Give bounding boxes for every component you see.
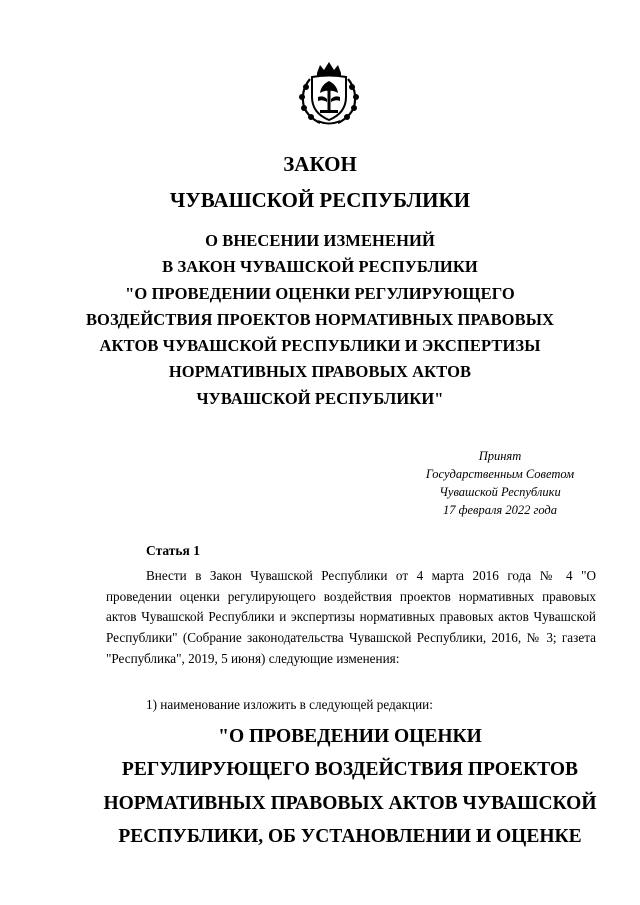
new-name-line: РЕСПУБЛИКИ, ОБ УСТАНОВЛЕНИИ И ОЦЕНКЕ [118, 825, 582, 847]
subject-line: "О ПРОВЕДЕНИИ ОЦЕНКИ РЕГУЛИРУЮЩЕГО [125, 283, 515, 303]
law-title [40, 146, 600, 218]
adoption-date: 17 февраля 2022 года [442, 503, 558, 517]
adoption-line: Государственным Советом [425, 467, 575, 481]
republic-name: ЧУВАШСКОЙ РЕСПУБЛИКИ [169, 188, 471, 212]
subject-line: ВОЗДЕЙСТВИЯ ПРОЕКТОВ НОРМАТИВНЫХ ПРАВОВЫХ [85, 309, 555, 329]
new-law-name [100, 720, 600, 853]
subject-line: НОРМАТИВНЫХ ПРАВОВЫХ АКТОВ [168, 362, 472, 382]
subject-line: ЧУВАШСКОЙ РЕСПУБЛИКИ" [196, 388, 444, 408]
adoption-line: Принят [478, 449, 522, 463]
article-heading: Статья 1 [146, 543, 200, 558]
adoption-line: Чувашской Республики [439, 485, 561, 499]
article-item-1: 1) наименование изложить в следующей редакции: [146, 697, 433, 712]
adoption-note [400, 447, 600, 519]
subject-line: В ЗАКОН ЧУВАШСКОЙ РЕСПУБЛИКИ [162, 257, 478, 277]
new-name-line: "О ПРОВЕДЕНИИ ОЦЕНКИ [218, 726, 482, 747]
new-name-line: РЕГУЛИРУЮЩЕГО ВОЗДЕЙСТВИЯ ПРОЕКТОВ [121, 759, 579, 781]
subject-line: О ВНЕСЕНИИ ИЗМЕНЕНИЙ [205, 231, 435, 250]
new-name-line: НОРМАТИВНЫХ ПРАВОВЫХ АКТОВ ЧУВАШСКОЙ [103, 792, 597, 814]
law-label: ЗАКОН [283, 152, 357, 176]
law-subject [40, 228, 600, 412]
subject-line: АКТОВ ЧУВАШСКОЙ РЕСПУБЛИКИ И ЭКСПЕРТИЗЫ [99, 336, 541, 356]
article-paragraph: Внести в Закон Чувашской Республики от 4 марта 2016 года № 4 "О проведении оценки регулирующего воздействия проектов нормативных правовых актов Чувашской Республики и экспертизы нормативных правовых актов Чувашской Республики" (Собрание законодательства Чувашской Республики, 2016, № 3; газета "Республика", 2019, 5 июня) следующие изменения: [106, 568, 596, 666]
coat-of-arms-icon [296, 57, 362, 127]
